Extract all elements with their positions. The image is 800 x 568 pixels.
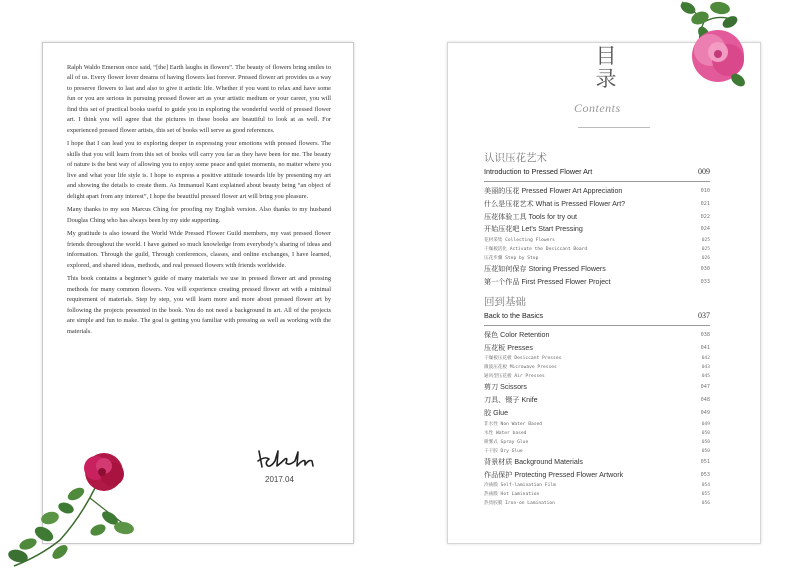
toc-subentry[interactable]: [484, 429, 710, 438]
toc-entry-page: 050: [701, 439, 710, 445]
title-divider: [578, 127, 650, 128]
toc-entry-page: 056: [701, 501, 710, 507]
toc-entry[interactable]: [484, 342, 710, 355]
section-subtitle-row[interactable]: [484, 309, 710, 326]
toc-entry-label: 胶 Glue: [484, 408, 509, 417]
preface-paragraph-1: Ralph Waldo Emerson once said, “[the] Earth laughs in flowers”. The beauty of flowers bring smiles to all of us. Every flower lover dreams of having flowers last forever. Pressed flower art provides us a way to preserve flowers to last and also to give it artistic life. Whether if you want to relax and have some fun or you are serious in pursuing pressed flower art as your artistic medium or your career, you will find this set of practical books useful to guide you in exploring the wonderful world of pressed flower art. I think you will agree that the pictures in these books are beautiful to look at as well. For experienced pressed flower artists, this set of books will serve as good references.: [67, 64, 331, 134]
toc-entry-page: 050: [701, 430, 710, 436]
toc-entry-page: 050: [701, 448, 710, 454]
toc-entry-label: 刀具、镊子 Knife: [484, 396, 538, 405]
signature-year: 2017.04: [265, 475, 294, 484]
toc-subentry[interactable]: [484, 354, 710, 363]
toc-entry-page: 054: [701, 483, 710, 489]
toc-entry-page: 038: [700, 331, 710, 338]
toc-entry-page: 033: [700, 278, 710, 285]
toc-entry[interactable]: [484, 407, 710, 420]
toc-entry-page: 049: [700, 409, 710, 416]
preface-text: [67, 63, 331, 340]
toc-entry-page: 025: [701, 247, 710, 253]
toc-entry[interactable]: [484, 469, 710, 482]
toc-entry-label: 美丽的压花 Pressed Flower Art Appreciation: [484, 187, 623, 195]
section-subtitle-row[interactable]: [484, 165, 710, 182]
preface-paragraph-3: Many thanks to my son Marcus Ching for proofing my English version. Also thanks to my husband Douglas Ching who has always been by my side supporting.: [67, 206, 331, 224]
toc-entry-label: 第一个作品 First Pressed Flower Project: [484, 277, 611, 286]
toc-entry[interactable]: [484, 394, 710, 407]
toc-entry-label: 作品保护 Protecting Pressed Flower Artwork: [484, 470, 624, 479]
toc-title-char-1: 目: [595, 44, 617, 68]
toc-entry[interactable]: [484, 211, 710, 224]
toc-entry-label: 非水性 Non Water Based: [484, 421, 543, 427]
toc-subentry[interactable]: [484, 236, 710, 245]
contents-word: Contents: [574, 101, 621, 115]
toc-entry-label: 压花如何保存 Storing Pressed Flowers: [484, 265, 606, 274]
toc-entry-label: 什么是压花艺术 What is Pressed Flower Art?: [484, 199, 626, 208]
toc-entry-page: 024: [700, 226, 710, 233]
section-page-number: 037: [698, 310, 710, 320]
toc-title-char-2: 录: [595, 67, 617, 91]
toc-entry-label: 压花步骤 Step by Step: [484, 256, 539, 262]
toc-subentry[interactable]: [484, 447, 710, 456]
toc-entry-page: 045: [701, 374, 710, 380]
section-heading: 认识压花艺术: [484, 152, 547, 164]
toc-entry-page: 047: [700, 384, 710, 391]
pink-rose-illustration: [674, 0, 800, 92]
toc-entry[interactable]: [484, 329, 710, 342]
toc-entry-label: 压花板 Presses: [484, 343, 533, 352]
toc-entry[interactable]: [484, 456, 710, 469]
section-page-number: 009: [698, 167, 710, 176]
toc-entry-label: 通风型压花板 Air Presses: [484, 374, 545, 380]
toc-entry-page: 021: [700, 200, 710, 207]
toc-subentry[interactable]: [484, 499, 710, 508]
toc-entry[interactable]: [484, 381, 710, 394]
preface-paragraph-4: My gratitude is also toward the World Wide Pressed Flower Guild members, my vast pressed flower friends throughout the world. I have gained so much knowledge from everybody’s sharing of ideas and information. Through the guild, Through conferences, classes, and online exchanges, I have learned, explored, and shared ideas, methods, and real pressed flowers with friends worldwide.: [67, 230, 331, 269]
toc-entry-label: 背景材质 Background Materials: [484, 457, 583, 466]
toc-entry-label: 微波压花板 Microwave Presses: [484, 365, 557, 371]
toc-entry-label: 热裱膜 Hot Lamination: [484, 492, 540, 498]
toc-entry-page: 051: [700, 458, 710, 465]
toc-entry-label: 保色 Color Retention: [484, 330, 550, 339]
toc-title: [595, 45, 617, 91]
toc-subentry[interactable]: [484, 490, 710, 499]
toc-entry-page: 048: [700, 397, 710, 404]
toc-entry-label: 开始压花吧 Let’s Start Pressing: [484, 225, 583, 234]
toc-entry[interactable]: [484, 185, 710, 198]
toc-entry-page: 042: [701, 356, 710, 362]
toc-entry-page: 049: [701, 421, 710, 427]
toc-entry-label: 热烫胶膜 Iron-on Lamination: [484, 501, 555, 507]
toc-subentry[interactable]: [484, 363, 710, 372]
toc-subentry[interactable]: [484, 420, 710, 429]
toc-entry-page: 041: [700, 344, 710, 351]
toc-entry[interactable]: [484, 276, 710, 289]
toc-entry-page: 025: [701, 238, 710, 244]
toc-page: [447, 42, 761, 544]
toc-entry-label: 干燥板活化 Activate the Desiccant Board: [484, 247, 588, 253]
toc-entry-page: 043: [701, 365, 710, 371]
section-heading: 回到基础: [484, 295, 526, 308]
toc-subentry[interactable]: [484, 245, 710, 254]
toc-entry-page: 026: [701, 256, 710, 262]
toc-subentry[interactable]: [484, 254, 710, 263]
toc-entry[interactable]: [484, 263, 710, 276]
section-subtitle: Back to the Basics: [484, 310, 544, 320]
signature: [255, 447, 319, 471]
toc-entry[interactable]: [484, 223, 710, 236]
toc-entry-label: 水性 Water based: [484, 430, 527, 436]
toc-list: [484, 151, 710, 508]
toc-entry-page: 022: [700, 213, 710, 220]
toc-entry-label: 喷雾式 Spray Glue: [484, 439, 529, 445]
toc-entry-label: 干干胶 Dry Glue: [484, 448, 523, 454]
toc-entry[interactable]: [484, 198, 710, 211]
toc-entry-label: 压花体验工具 Tools for try out: [484, 212, 578, 221]
toc-entry-label: 干燥板压花板 Desiccant Presses: [484, 356, 562, 362]
preface-paragraph-5: This book contains a beginner’s guide of many materials we use in pressed flower art and pressing methods for many common flowers. You will experience creating pressed flower art with a minimal requirement of materials. Step by step, you will learn more and more about pressed flower art by following the projects presented in the book. You do not need a background in art. All of the projects are simple and fun to make. The goal is getting you familiar with pressing as well as working with the materials.: [67, 275, 331, 335]
toc-subentry[interactable]: [484, 438, 710, 447]
toc-entry-page: 055: [701, 492, 710, 498]
toc-subentry[interactable]: [484, 481, 710, 490]
toc-entry-page: 053: [700, 471, 710, 478]
toc-entry-label: 剪刀 Scissors: [484, 383, 527, 392]
toc-entry-label: 花材采集 Collecting Flowers: [484, 238, 555, 244]
preface-paragraph-2: I hope that I can lead you to exploring deeper in expressing your emotions with pressed flowers. The skills that you will learn from this set of books will carry you far as they have been for me. The beauty of nature is the best way of allowing you to enjoy some peace and quiet moments, no matter where you live and what your life style is. I hope to express a positive attitude towards life by presenting my art and showing the details to create them. As Immanuel Kant explained about beauty being “an object of delight apart from any interest”, I hope the beautiful pressed flower art will bring you pleasure.: [67, 140, 331, 200]
toc-entry-page: 010: [700, 188, 710, 194]
toc-entry-label: 冷裱膜 Self-lamination Film: [484, 483, 556, 489]
red-rose-illustration: [0, 448, 160, 568]
section-subtitle: Introduction to Pressed Flower Art: [484, 167, 593, 176]
toc-subentry[interactable]: [484, 372, 710, 381]
toc-entry-page: 030: [700, 266, 710, 273]
